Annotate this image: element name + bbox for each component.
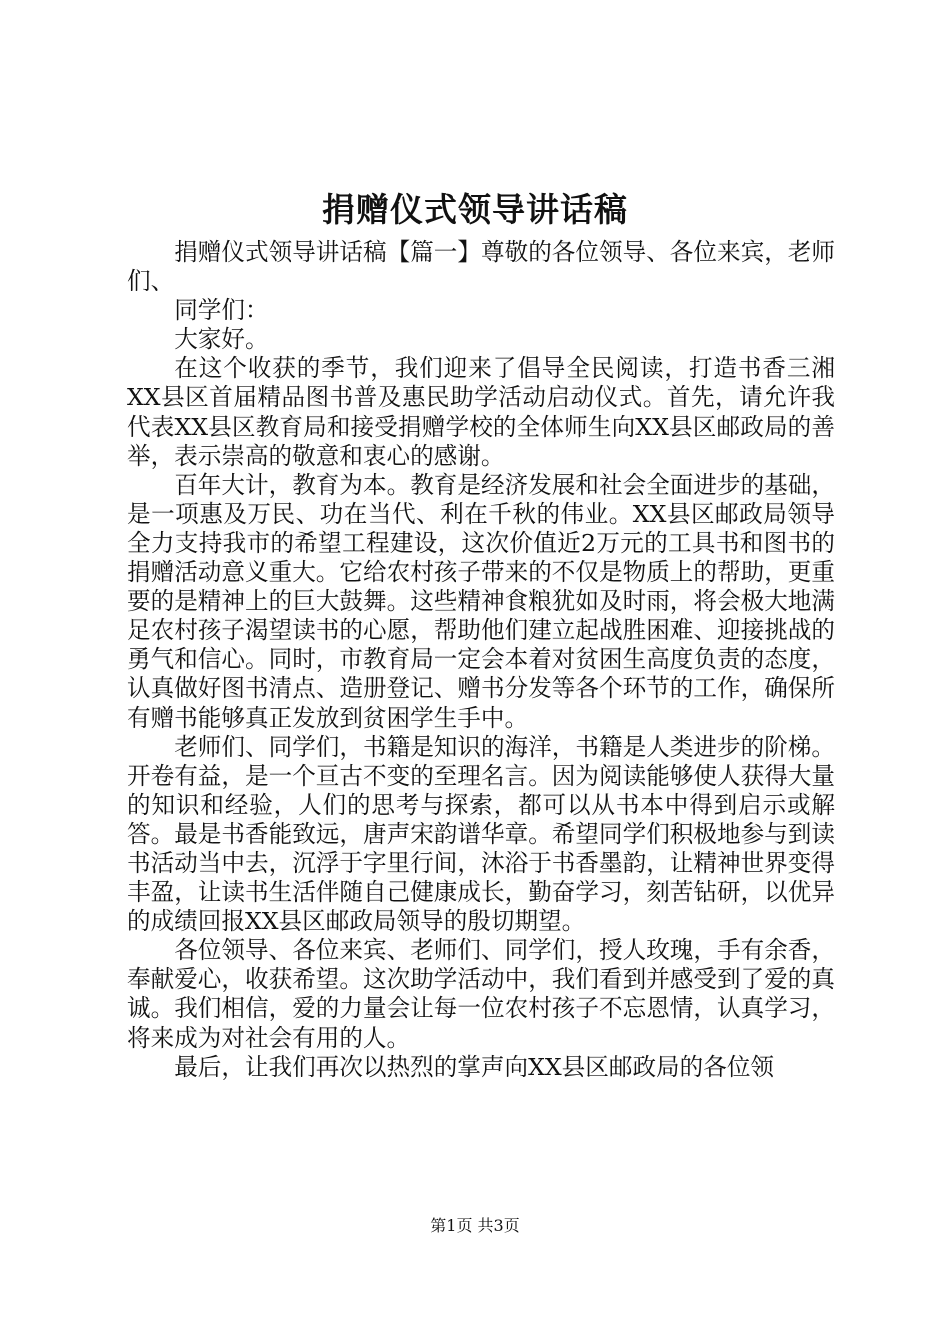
- paragraph: 大家好。: [174, 325, 269, 354]
- paragraph: 百年大计，教育为本。教育是经济发展和社会全面进步的基础，是一项惠及万民、功在当代、利在千秋的伟业。XX县区邮政局领导全力支持我市的希望工程建设，这次价值近2万元的工具书和图书的捐赠活动意义重大。它给农村孩子带来的不仅是物质上的帮助，更重要的是精神上的巨大鼓舞。这些精神食粮犹如及时雨，将会极大地满足农村孩子渴望读书的心愿，帮助他们建立起战胜困难、迎接挑战的勇气和信心。同时，市教育局一定会本着对贫困生高度负责的态度，认真做好图书清点、造册登记、赠书分发等各个环节的工作，确保所有赠书能够真正发放到贫困学生手中。: [127, 470, 835, 732]
- paragraph: 捐赠仪式领导讲话稿【篇一】尊敬的各位领导、各位来宾，老师们、: [127, 238, 835, 296]
- document-title: 捐赠仪式领导讲话稿: [322, 190, 628, 229]
- paragraph: 最后，让我们再次以热烈的掌声向XX县区邮政局的各位领: [174, 1052, 775, 1081]
- paragraph: 各位领导、各位来宾、老师们、同学们，授人玫瑰，手有余香，奉献爱心，收获希望。这次助学活动中，我们看到并感受到了爱的真诚。我们相信，爱的力量会让每一位农村孩子不忘恩情，认真学习，将来成为对社会有用的人。: [127, 936, 835, 1052]
- paragraph: 同学们：: [174, 296, 269, 325]
- paragraph: 在这个收获的季节，我们迎来了倡导全民阅读，打造书香三湘XX县区首届精品图书普及惠民助学活动启动仪式。首先，请允许我代表XX县区教育局和接受捐赠学校的全体师生向XX县区邮政局的善举，表示崇高的敬意和衷心的感谢。: [127, 354, 835, 470]
- paragraph: 老师们、同学们，书籍是知识的海洋，书籍是人类进步的阶梯。开卷有益，是一个亘古不变的至理名言。因为阅读能够使人获得大量的知识和经验，人们的思考与探索，都可以从书本中得到启示或解答。最是书香能致远，唐声宋韵谱华章。希望同学们积极地参与到读书活动当中去，沉浮于字里行间，沐浴于书香墨韵，让精神世界变得丰盈，让读书生活伴随自己健康成长，勤奋学习，刻苦钻研，以优异的成绩回报XX县区邮政局领导的殷切期望。: [127, 732, 835, 936]
- page-footer: 第1页 共3页: [430, 1216, 520, 1235]
- document-body: [127, 238, 835, 1082]
